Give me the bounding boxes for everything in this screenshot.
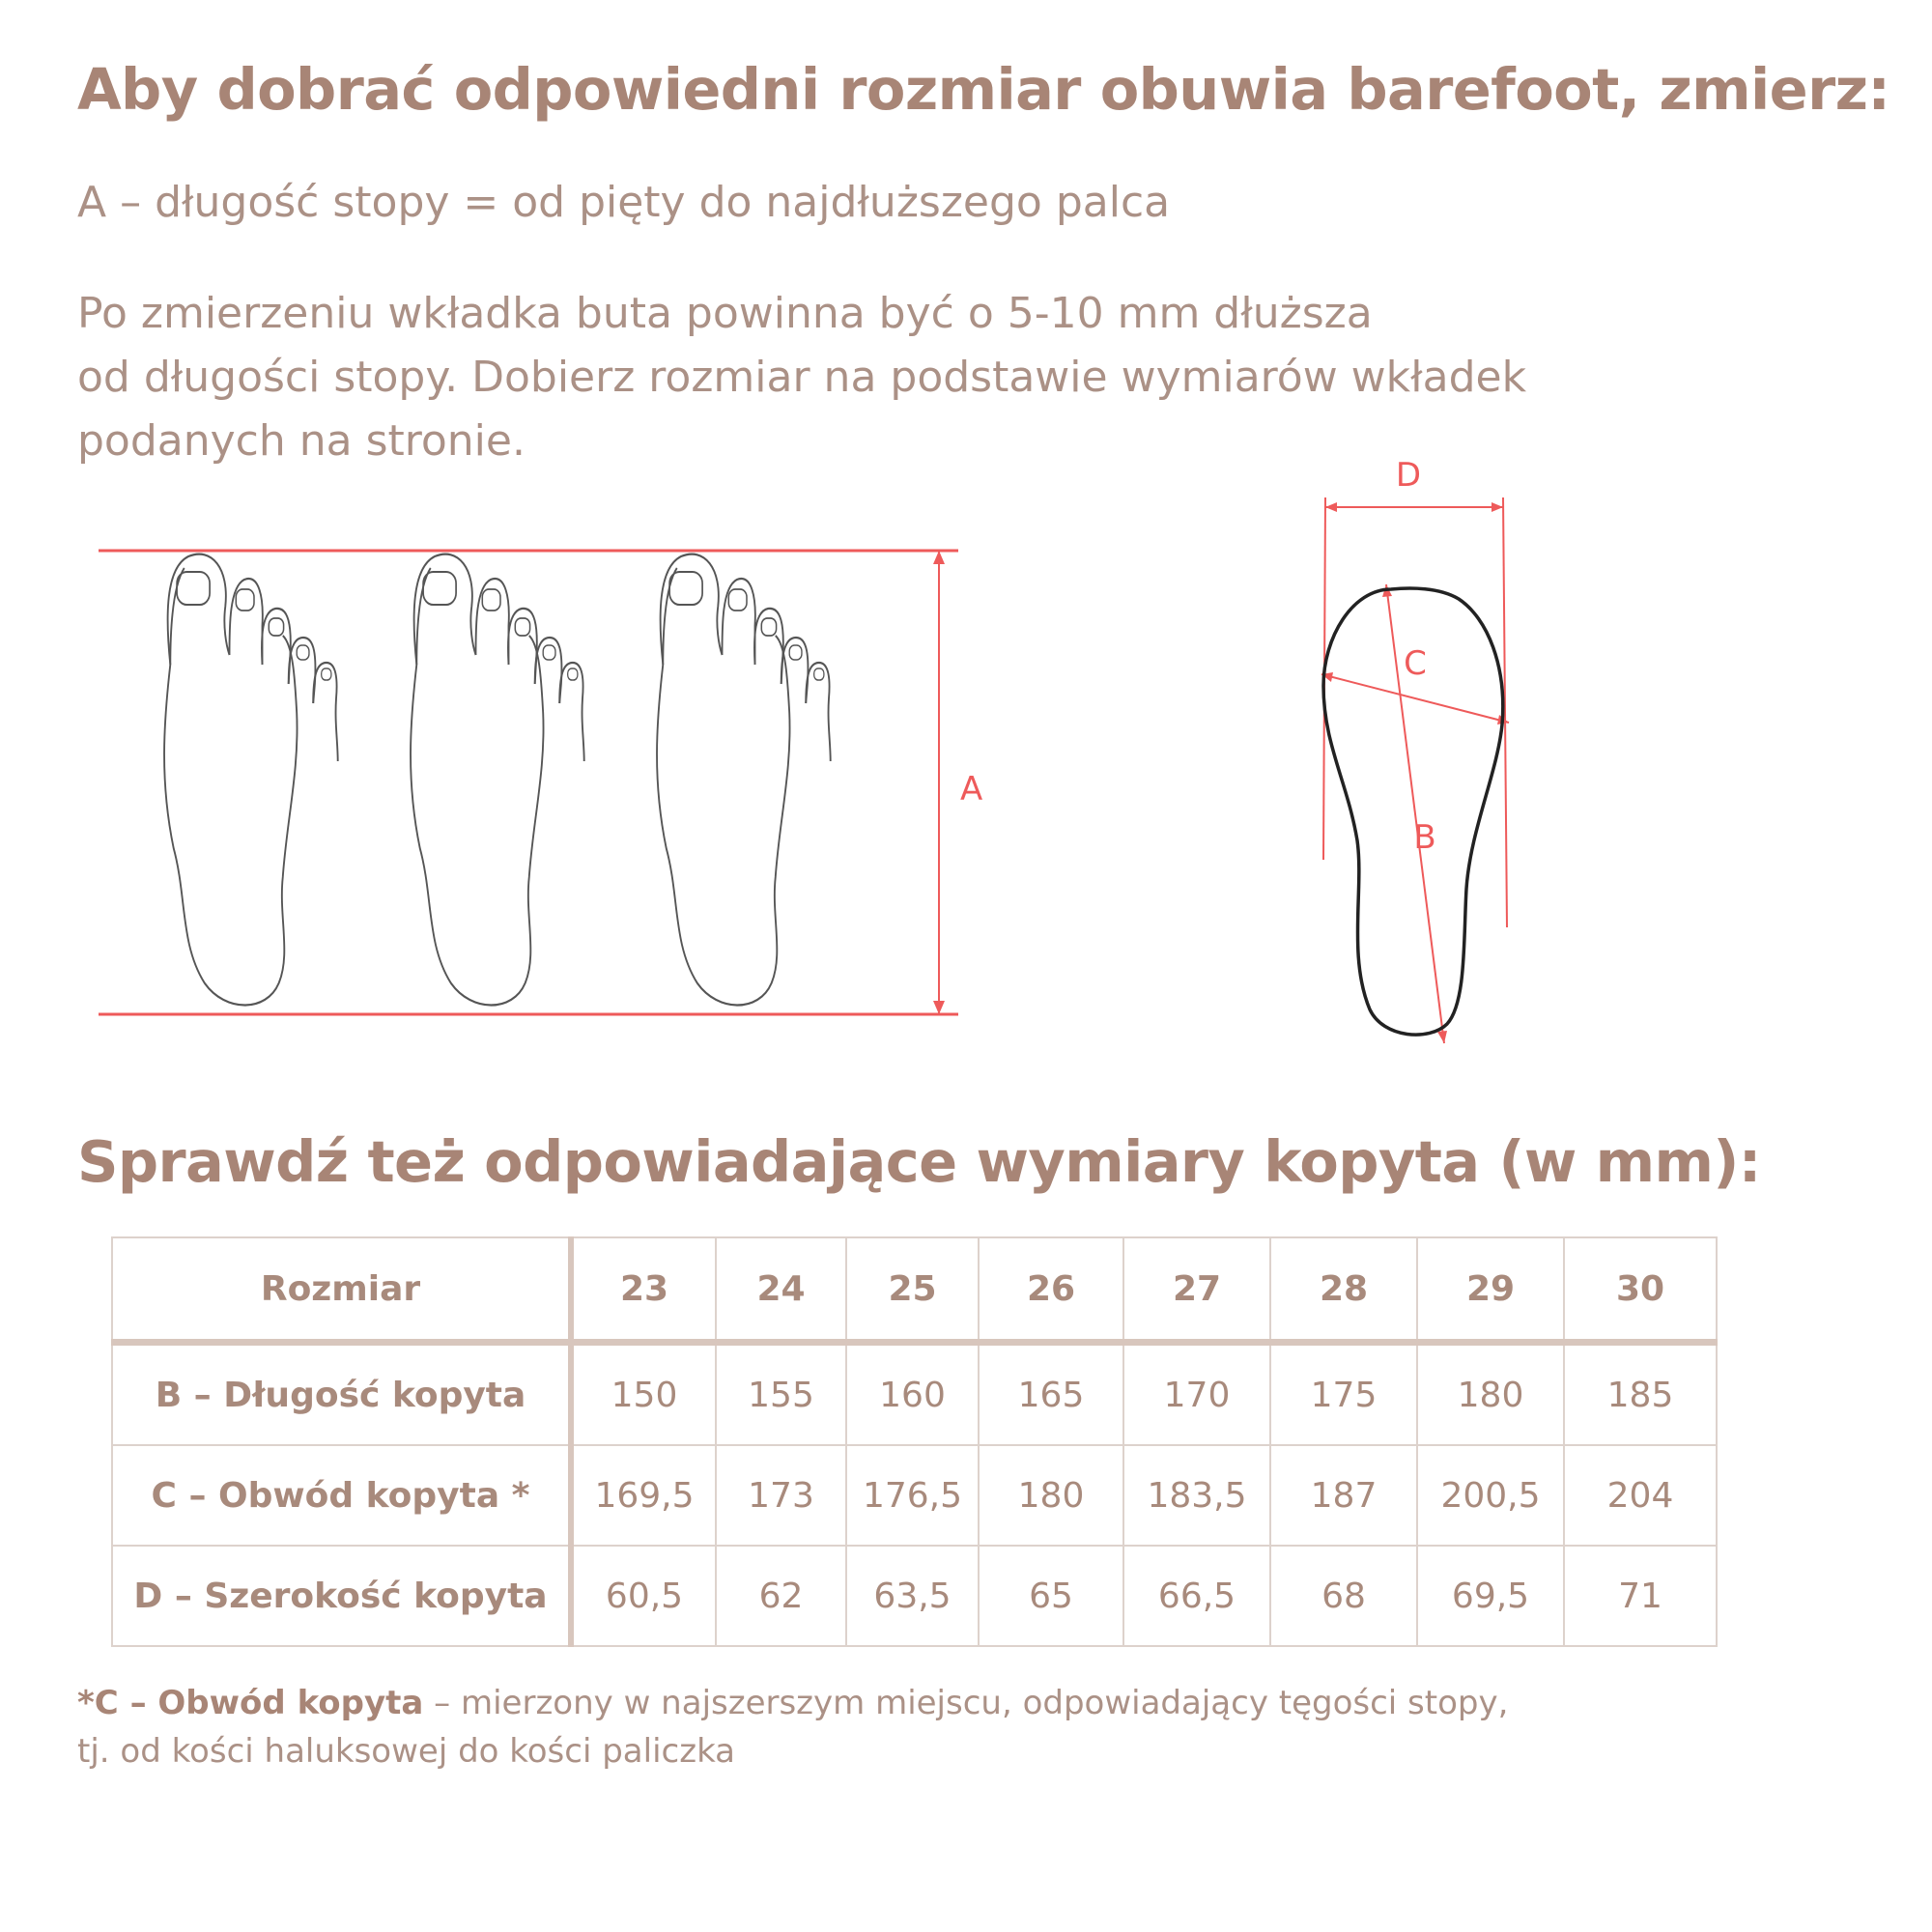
footnote-line [77,1679,1508,1727]
table-row [112,1445,1717,1546]
instructions-line: podanych na stronie. [77,416,526,466]
table-cell: 204 [1564,1445,1717,1546]
label-b: B [1413,818,1436,857]
table-cell: 175 [1270,1343,1417,1446]
label-c: C [1404,644,1427,683]
table-cell: 170 [1123,1343,1270,1446]
table-heading: Sprawdź też odpowiadające wymiary kopyta (w mm): [77,1128,1761,1195]
table-cell: 160 [846,1343,979,1446]
size-header: 25 [846,1237,979,1343]
instructions-line: Po zmierzeniu wkładka buta powinna być o 5-10 mm dłuższa [77,289,1373,338]
footnote-bold: *C – Obwód kopyta [77,1684,424,1722]
foot-drawing-2 [411,554,584,1006]
label-a: A [960,770,983,809]
footnote-rest: – mierzony w najszerszym miejscu, odpowiadający tęgości stopy, [423,1684,1509,1722]
table-cell: 62 [716,1546,846,1646]
table-cell: 169,5 [571,1445,716,1546]
footnote [77,1679,1508,1776]
size-header: 27 [1123,1237,1270,1343]
table-cell: 60,5 [571,1546,716,1646]
header-label: Rozmiar [112,1237,571,1343]
table-cell: 65 [979,1546,1123,1646]
table-cell: 155 [716,1343,846,1446]
table-cell: 63,5 [846,1546,979,1646]
size-header: 24 [716,1237,846,1343]
row-label: D – Szerokość kopyta [112,1546,571,1646]
table-cell: 71 [1564,1546,1717,1646]
table-cell: 183,5 [1123,1445,1270,1546]
table-cell: 150 [571,1343,716,1446]
size-header: 29 [1417,1237,1564,1343]
insole-diagram [1294,454,1565,1053]
table-header-row [112,1237,1717,1343]
table-cell: 173 [716,1445,846,1546]
table-cell: 66,5 [1123,1546,1270,1646]
table-cell: 200,5 [1417,1445,1564,1546]
table-cell: 165 [979,1343,1123,1446]
foot-drawing-3 [657,554,831,1006]
row-label: C – Obwód kopyta * [112,1445,571,1546]
table-cell: 180 [1417,1343,1564,1446]
definition-a: A – długość stopy = od pięty do najdłuższego palca [77,178,1171,227]
table-row [112,1546,1717,1646]
foot-drawing-1 [164,554,338,1006]
table-cell: 69,5 [1417,1546,1564,1646]
label-d: D [1395,456,1422,495]
size-header: 23 [571,1237,716,1343]
size-header: 28 [1270,1237,1417,1343]
arrow-head-bottom [933,1001,945,1014]
table-cell: 68 [1270,1546,1417,1646]
instructions-text [77,282,1526,473]
row-label: B – Długość kopyta [112,1343,571,1446]
footnote-line-2: tj. od kości haluksowej do kości paliczka [77,1732,735,1771]
arrow-head-top [933,551,945,564]
page-title: Aby dobrać odpowiedni rozmiar obuwia barefoot, zmierz: [77,56,1890,123]
table-cell: 180 [979,1445,1123,1546]
size-header: 26 [979,1237,1123,1343]
table-cell: 187 [1270,1445,1417,1546]
table-row [112,1343,1717,1446]
feet-length-diagram [87,529,995,1032]
size-table [111,1236,1718,1647]
instructions-line: od długości stopy. Dobierz rozmiar na podstawie wymiarów wkładek [77,353,1527,402]
table-cell: 185 [1564,1343,1717,1446]
size-header: 30 [1564,1237,1717,1343]
table-cell: 176,5 [846,1445,979,1546]
